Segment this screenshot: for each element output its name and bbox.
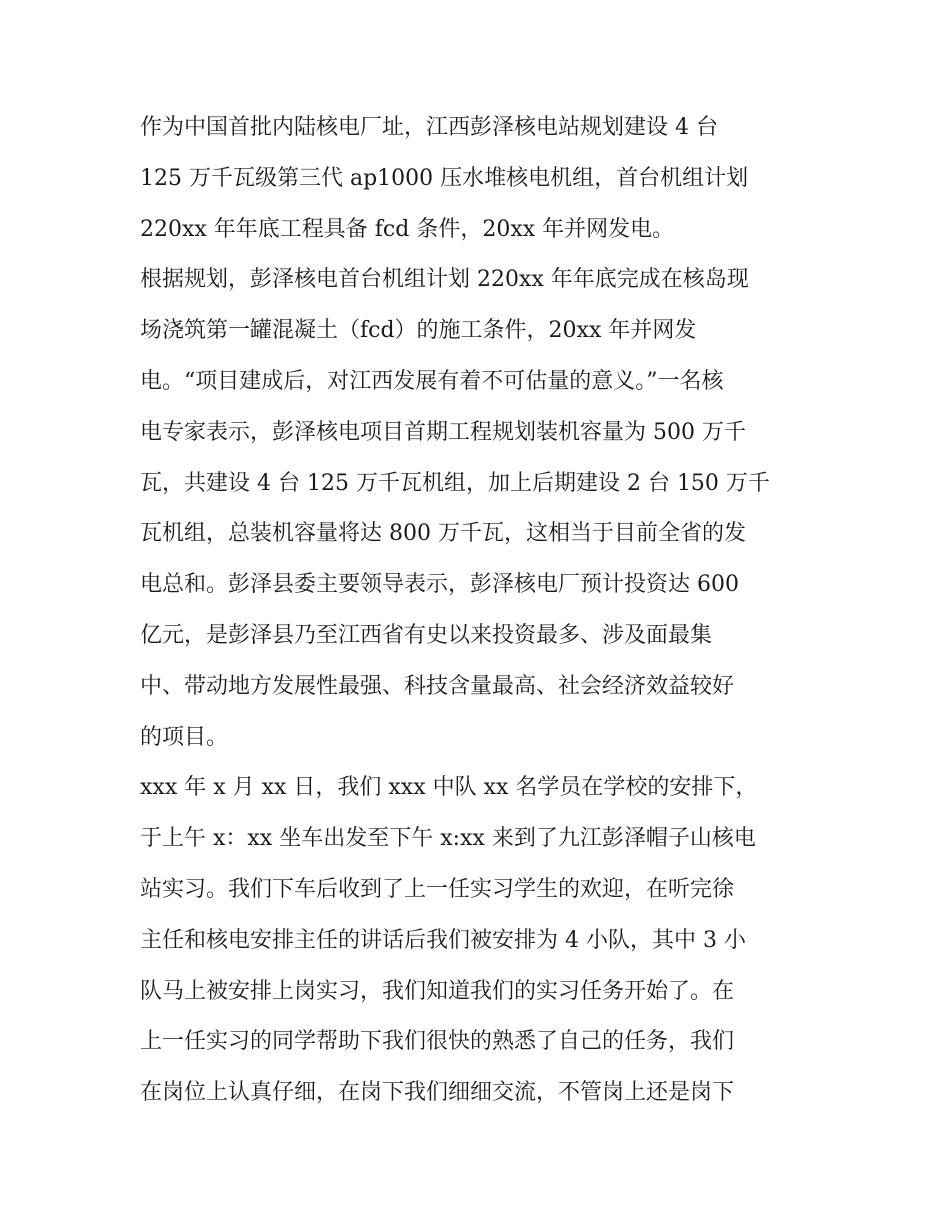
document-body	[140, 103, 820, 1119]
text-line: 的项目。	[140, 724, 229, 750]
text-line: 上一任实习的同学帮助下我们很快的熟悉了自己的任务，我们	[140, 1029, 735, 1055]
text-line: 于上午 x：xx 坐车出发至下午 x:xx 来到了九江彭泽帽子山核电	[140, 826, 756, 852]
text-line: 队马上被安排上岗实习，我们知道我们的实习任务开始了。在	[140, 978, 735, 1004]
text-line: 场浇筑第一罐混凝土（fcd）的施工条件，20xx 年并网发	[140, 318, 697, 344]
text-line: 站实习。我们下车后收到了上一任实习学生的欢迎，在听完徐	[140, 876, 735, 902]
text-line: 在岗位上认真仔细，在岗下我们细细交流，不管岗上还是岗下	[140, 1080, 735, 1106]
text-line: 瓦，共建设 4 台 125 万千瓦机组，加上后期建设 2 台 150 万千	[140, 470, 770, 496]
text-line: 电专家表示，彭泽核电项目首期工程规划装机容量为 500 万千	[140, 419, 746, 445]
text-line: xxx 年 x 月 xx 日，我们 xxx 中队 xx 名学员在学校的安排下，	[140, 775, 758, 801]
text-line: 电。“项目建成后，对江西发展有着不可估量的意义。”一名核	[140, 368, 724, 394]
text-line: 电总和。彭泽县委主要领导表示，彭泽核电厂预计投资达 600	[140, 572, 739, 598]
text-line: 瓦机组，总装机容量将达 800 万千瓦，这相当于目前全省的发	[140, 521, 746, 547]
text-line: 亿元，是彭泽县乃至江西省有史以来投资最多、涉及面最集	[140, 622, 713, 648]
text-line: 根据规划，彭泽核电首台机组计划 220xx 年年底完成在核岛现	[140, 267, 749, 293]
text-line: 中、带动地方发展性最强、科技含量最高、社会经济效益较好	[140, 673, 735, 699]
text-line: 220xx 年年底工程具备 fcd 条件，20xx 年并网发电。	[140, 216, 675, 242]
text-line: 主任和核电安排主任的讲话后我们被安排为 4 小队，其中 3 小	[140, 927, 746, 953]
text-line: 125 万千瓦级第三代 ap1000 压水堆核电机组，首台机组计划	[140, 165, 749, 191]
text-line: 作为中国首批内陆核电厂址，江西彭泽核电站规划建设 4 台	[140, 115, 718, 140]
